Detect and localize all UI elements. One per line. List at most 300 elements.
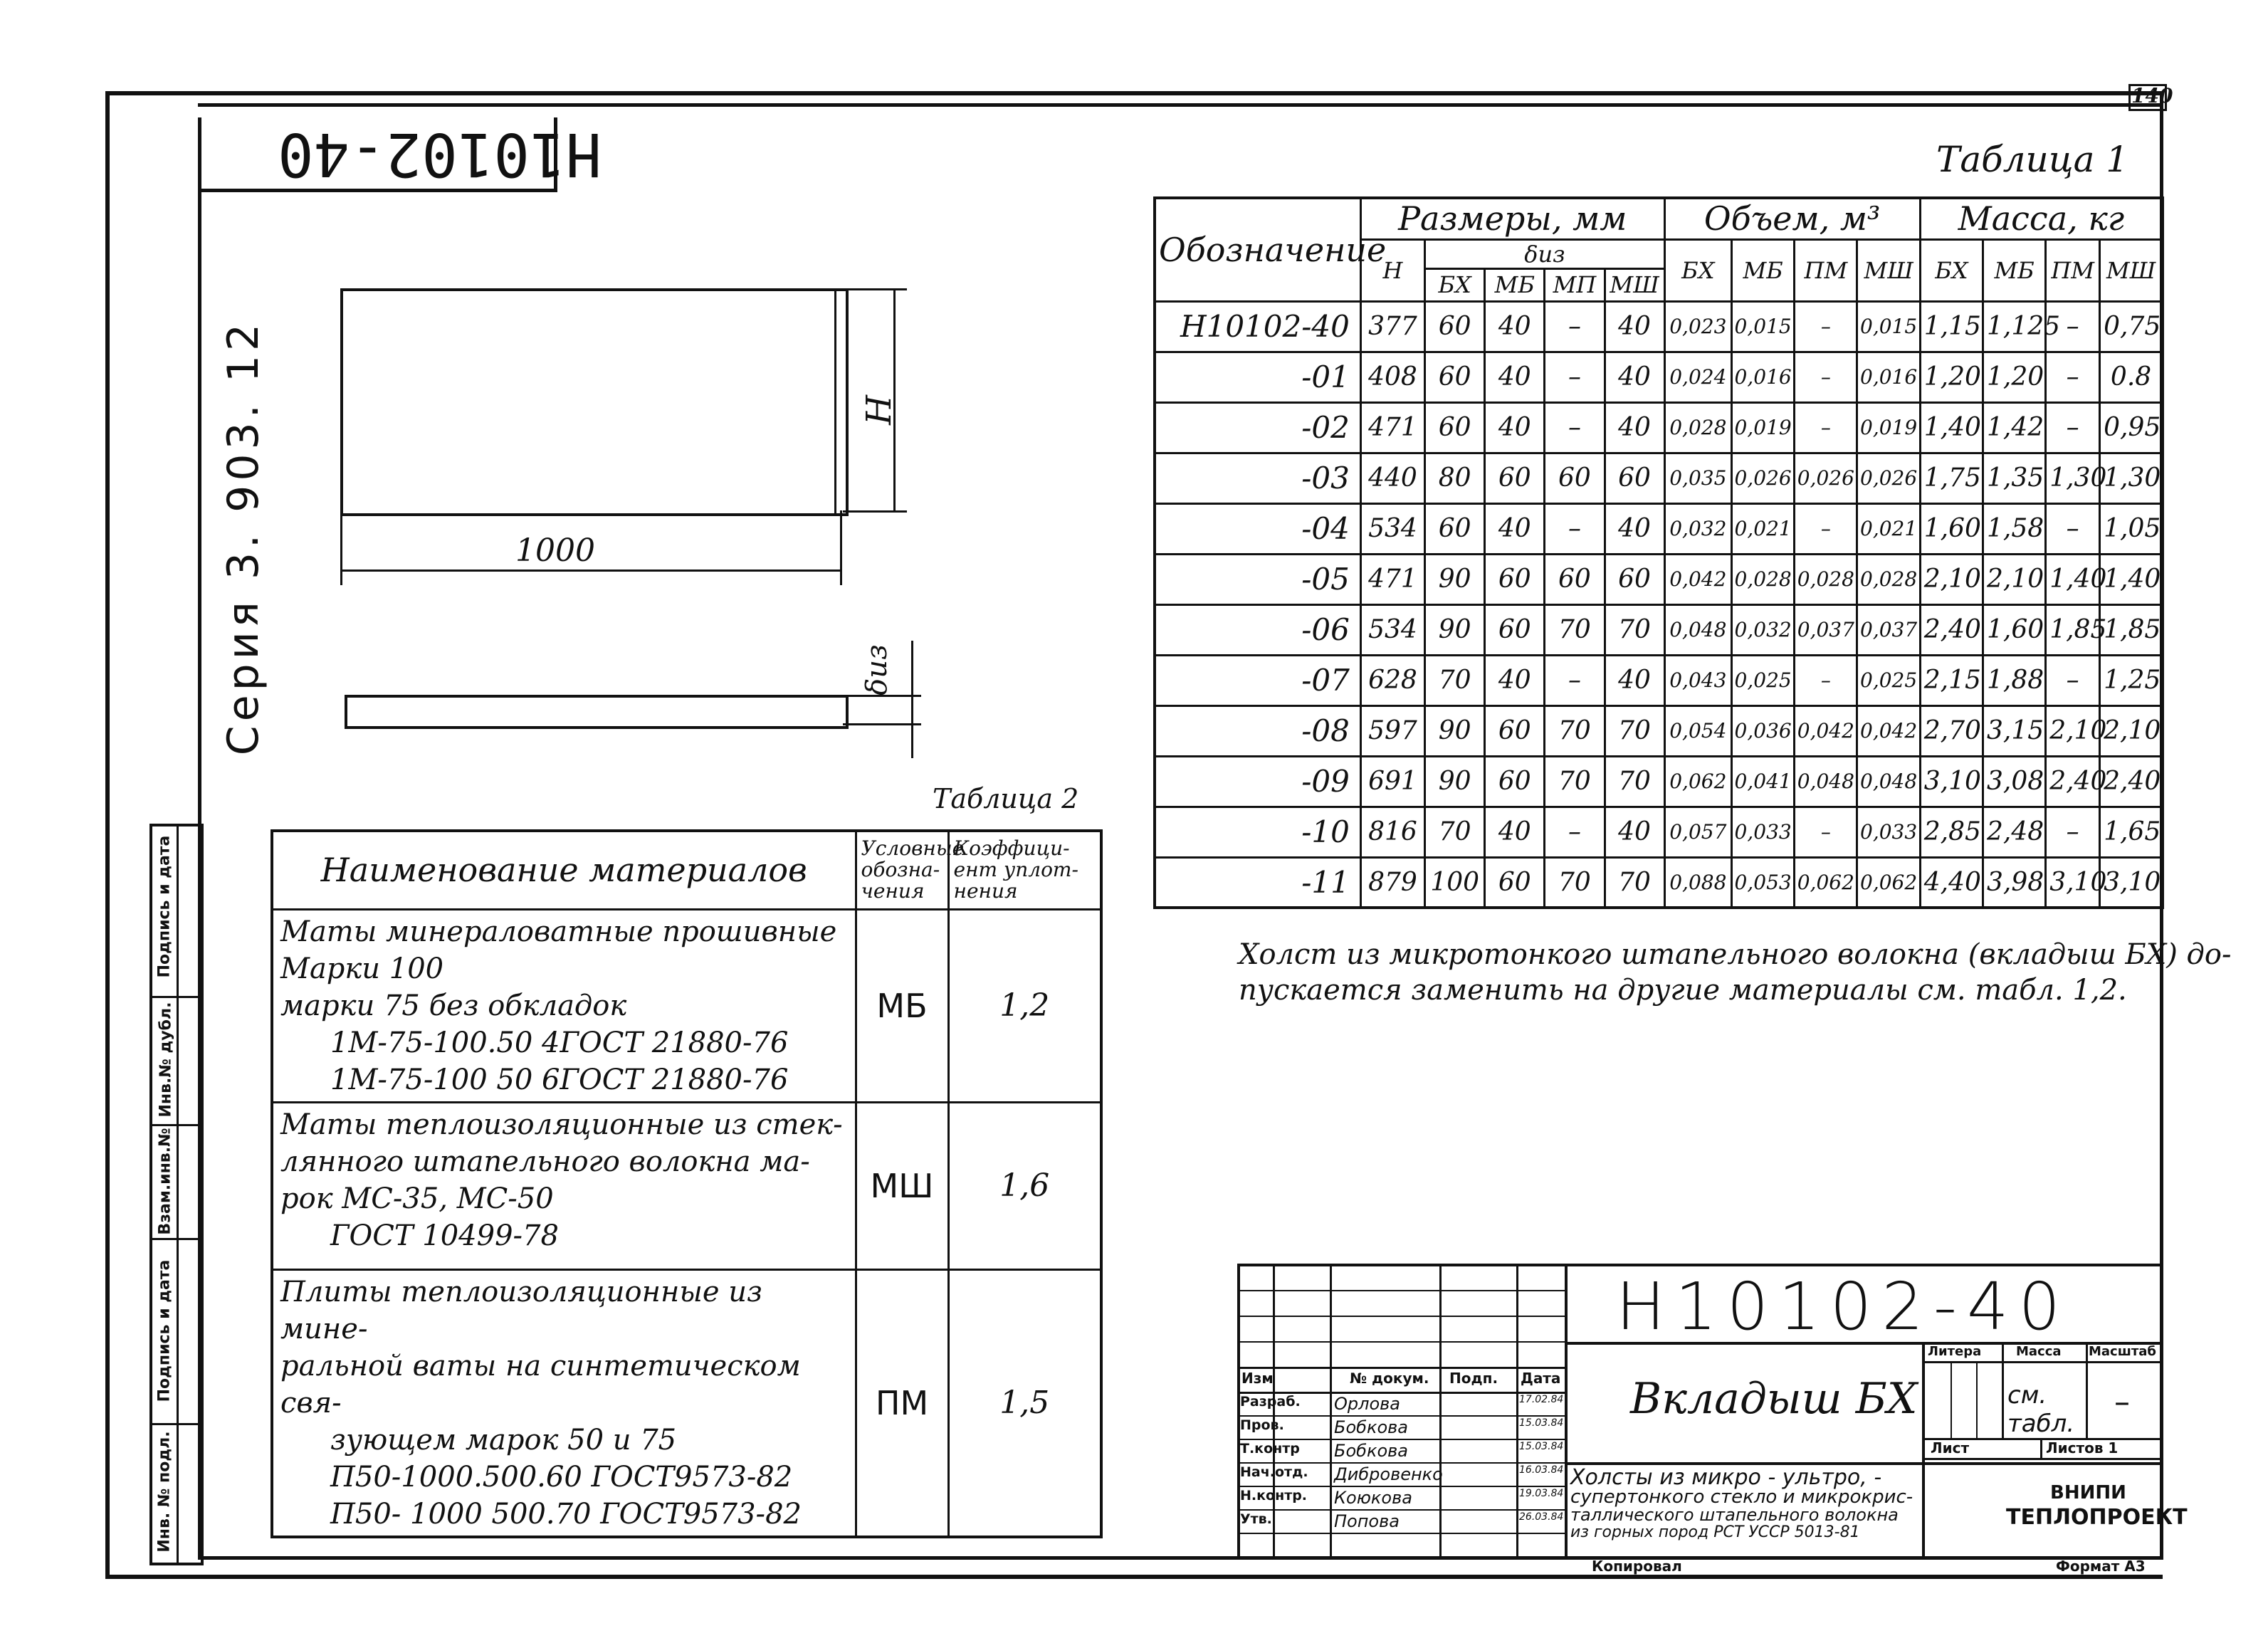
t1-cell: 70 — [1545, 857, 1605, 908]
tb-vline-lit-2 — [1976, 1361, 1978, 1438]
t2-material-line: Маты теплоизоляционные из стек- — [280, 1108, 843, 1141]
t1-cell: 691 — [1360, 756, 1424, 807]
tb-hline-list2 — [1925, 1458, 2160, 1460]
tb-role-role: Пров. — [1240, 1417, 1284, 1433]
t2-material-line: рок МС-35, МС-50 — [280, 1182, 554, 1215]
tb-doc-name: Вкладыш БХ — [1630, 1374, 1918, 1424]
t1-vol-msh: МШ — [1857, 239, 1920, 301]
t1-cell: 1,65 — [2100, 807, 2163, 857]
t1-cell: – — [1545, 503, 1605, 554]
t1-cell: 2,10 — [1920, 554, 1983, 604]
t2-material-name — [272, 1269, 856, 1537]
t1-row — [1155, 453, 2163, 503]
t1-cell: 471 — [1360, 554, 1424, 604]
t1-cell-designation: -09 — [1155, 756, 1360, 807]
dim-l-ext-right — [840, 510, 842, 585]
t1-cell: – — [2046, 402, 2100, 453]
dim-height-label: Н — [859, 395, 899, 425]
tb-vline-2 — [1330, 1264, 1332, 1556]
t1-cell: 1,58 — [1983, 503, 2045, 554]
t2-coef: 1,6 — [948, 1102, 1101, 1269]
t1-cell: 0,015 — [1857, 301, 1920, 352]
tb-role-date: 16.03.84 — [1519, 1464, 1564, 1476]
t1-cell: 1,30 — [2046, 453, 2100, 503]
t1-cell: 0,062 — [1664, 756, 1731, 807]
tb-massa: Масса — [2016, 1344, 2062, 1359]
t1-cell: 2,15 — [1920, 655, 1983, 705]
tb-role-date: 26.03.84 — [1519, 1511, 1564, 1523]
t1-cell: 2,40 — [2100, 756, 2163, 807]
t1-mass-pm: ПМ — [2046, 239, 2100, 301]
tb-role-date: 19.03.84 — [1519, 1488, 1564, 1499]
t1-cell: – — [1795, 301, 1857, 352]
t1-cell: – — [2046, 503, 2100, 554]
t2-code: МШ — [856, 1102, 948, 1269]
t1-cell: 1,75 — [1920, 453, 1983, 503]
t2-material-line: П50-1000.500.60 ГОСТ9573-82 — [330, 1460, 793, 1494]
t2-material-line: П50- 1000 500.70 ГОСТ9573-82 — [330, 1497, 802, 1531]
page-number: 140 — [2131, 84, 2173, 107]
tb-role-role: Нач.отд. — [1240, 1464, 1308, 1480]
t1-cell: 0,088 — [1664, 857, 1731, 908]
t1-cell: 3,10 — [2100, 857, 2163, 908]
t1-cell: 80 — [1425, 453, 1485, 503]
t1-cell: 816 — [1360, 807, 1424, 857]
t1-cell: 60 — [1425, 402, 1485, 453]
tb-role-name: Орлова — [1334, 1394, 1400, 1414]
t1-cell-designation: -07 — [1155, 655, 1360, 705]
note-line-2: пускается заменить на другие материалы см. табл. 1,2. — [1239, 974, 2127, 1007]
tb-role-role: Разраб. — [1240, 1394, 1301, 1410]
t1-cell: 60 — [1485, 604, 1545, 655]
t1-cell: 440 — [1360, 453, 1424, 503]
t1-cell: 0,048 — [1664, 604, 1731, 655]
t1-cell: 60 — [1425, 301, 1485, 352]
t2-material-line: лянного штапельного волокна ма- — [280, 1145, 810, 1178]
t1-cell: 2,10 — [1983, 554, 2045, 604]
t1-cell-designation: -05 — [1155, 554, 1360, 604]
t1-cell: 70 — [1605, 705, 1664, 756]
t1-cell: – — [1795, 655, 1857, 705]
tb-masshtab: Масштаб — [2089, 1344, 2156, 1359]
t1-cell: 40 — [1605, 807, 1664, 857]
t1-cell: 90 — [1425, 554, 1485, 604]
t1-cell: 0,028 — [1795, 554, 1857, 604]
t1-vol-bx: БХ — [1664, 239, 1731, 301]
t1-diz-mb: МБ — [1485, 268, 1545, 301]
t1-cell: 3,10 — [1920, 756, 1983, 807]
t1-cell-designation: -01 — [1155, 352, 1360, 402]
tb-list: Лист — [1931, 1439, 1970, 1457]
t1-cell: – — [2046, 807, 2100, 857]
t1-cell: 1,85 — [2100, 604, 2163, 655]
t1-cell: 1,20 — [1920, 352, 1983, 402]
plan-inner-edge — [834, 288, 836, 513]
tb-hline-g — [1237, 1439, 1565, 1440]
tb-hline-h — [1237, 1462, 1565, 1464]
t1-row — [1155, 554, 2163, 604]
tb-format: Формат А3 — [2056, 1558, 2146, 1575]
t1-cell: 0,028 — [1732, 554, 1795, 604]
t1-cell: 1,40 — [2100, 554, 2163, 604]
strip-label-5: Подпись и дата — [155, 835, 174, 978]
t1-row — [1155, 604, 2163, 655]
tb-hline-f — [1237, 1415, 1565, 1417]
t1-header-diz: δиз — [1425, 239, 1665, 268]
t1-cell: 0,019 — [1857, 402, 1920, 453]
t1-cell: 0,028 — [1857, 554, 1920, 604]
t1-cell-designation: -06 — [1155, 604, 1360, 655]
tb-role-date: 17.02.84 — [1519, 1394, 1564, 1405]
tb-hline-b — [1237, 1316, 1565, 1317]
t1-header-h: Н — [1360, 239, 1424, 301]
tb-role-name: Бобкова — [1334, 1441, 1408, 1461]
tb-col-docnum: № докум. — [1350, 1370, 1429, 1387]
t1-cell: 0,026 — [1732, 453, 1795, 503]
tb-material-4: из горных пород РСТ УССР 5013-81 — [1570, 1523, 1860, 1541]
t1-cell: 40 — [1485, 807, 1545, 857]
dim-l-ext-left — [340, 510, 342, 585]
dim-t-line — [911, 641, 913, 758]
t1-cell: 3,15 — [1983, 705, 2045, 756]
doc-code-stamp: Н10102-40 — [278, 120, 602, 189]
t2-row — [272, 1269, 1101, 1537]
t1-cell-designation: Н10102-40 — [1155, 301, 1360, 352]
t1-header-designation: Обозначение — [1155, 198, 1360, 301]
outer-frame-bottom — [105, 1575, 2163, 1579]
t2-material-line: зующем марок 50 и 75 — [330, 1423, 677, 1457]
t1-row — [1155, 857, 2163, 908]
tb-vline-right — [1922, 1342, 1925, 1556]
t1-cell: 70 — [1545, 756, 1605, 807]
t1-cell: 1,30 — [2100, 453, 2163, 503]
tb-role-role: Н.контр. — [1240, 1488, 1308, 1503]
t1-diz-mp: МП — [1545, 268, 1605, 301]
t1-cell: 408 — [1360, 352, 1424, 402]
insert-side-view — [345, 695, 849, 729]
t1-cell: 60 — [1485, 705, 1545, 756]
tb-vline-massa — [2002, 1342, 2004, 1438]
t1-cell: 1,35 — [1983, 453, 2045, 503]
t2-code: ПМ — [856, 1269, 948, 1537]
t2-material-name — [272, 909, 856, 1102]
t1-cell: 0,75 — [2100, 301, 2163, 352]
t1-cell: 60 — [1485, 857, 1545, 908]
t1-cell: 60 — [1545, 453, 1605, 503]
t1-vol-mb: МБ — [1732, 239, 1795, 301]
strip-label-1: Инв. № подл. — [155, 1431, 174, 1553]
table2 — [271, 829, 1103, 1538]
tb-litera: Литера — [1928, 1344, 1982, 1359]
t1-cell: 90 — [1425, 756, 1485, 807]
t1-cell: 90 — [1425, 604, 1485, 655]
t1-cell: 879 — [1360, 857, 1424, 908]
t1-row — [1155, 503, 2163, 554]
t1-cell: 1,15 — [1920, 301, 1983, 352]
t1-cell-designation: -03 — [1155, 453, 1360, 503]
t1-cell: 1,20 — [1983, 352, 2045, 402]
t1-cell: 534 — [1360, 604, 1424, 655]
tb-col-izm: Изм — [1241, 1370, 1274, 1387]
t1-cell: 0,024 — [1664, 352, 1731, 402]
t1-cell: 3,98 — [1983, 857, 2045, 908]
t1-cell: 70 — [1605, 604, 1664, 655]
tb-doc-number: Н10102-40 — [1616, 1269, 2071, 1345]
t2-material-line: марки 75 без обкладок — [280, 989, 627, 1022]
t1-cell: 70 — [1545, 604, 1605, 655]
tb-material-1: Холсты из микро - ультро, - — [1570, 1465, 1882, 1490]
t1-cell: 100 — [1425, 857, 1485, 908]
t1-cell: – — [1795, 402, 1857, 453]
t1-cell: 60 — [1485, 756, 1545, 807]
tb-hline-c — [1237, 1341, 1565, 1343]
t2-material-line: 1М-75-100 50 6ГОСТ 21880-76 — [330, 1063, 789, 1096]
t1-row — [1155, 807, 2163, 857]
t1-cell: 2,10 — [2046, 705, 2100, 756]
t1-cell: 1,60 — [1920, 503, 1983, 554]
t1-row — [1155, 402, 2163, 453]
t1-cell: 2,48 — [1983, 807, 2045, 857]
t1-cell: 0,019 — [1732, 402, 1795, 453]
dim-thickness-label: δиз — [860, 644, 893, 696]
t1-cell: 0,016 — [1857, 352, 1920, 402]
t1-cell: 90 — [1425, 705, 1485, 756]
t1-cell: 0,023 — [1664, 301, 1731, 352]
t1-cell: 60 — [1425, 352, 1485, 402]
outer-frame-left — [105, 91, 110, 1579]
t2-material-line: Плиты теплоизоляционные из мине- — [280, 1275, 762, 1345]
tb-role-role: Т.контр — [1240, 1441, 1300, 1457]
t1-cell: – — [1795, 807, 1857, 857]
t2-header-name: Наименование материалов — [272, 831, 856, 909]
t1-cell: 0,021 — [1732, 503, 1795, 554]
tb-hline-a — [1237, 1290, 1565, 1291]
t2-header-code: Условные обозна-чения — [856, 831, 948, 909]
t1-cell: 3,10 — [2046, 857, 2100, 908]
tb-mass-value: см. табл. — [2007, 1381, 2075, 1438]
t1-cell: 0.8 — [2100, 352, 2163, 402]
t1-cell: 0,053 — [1732, 857, 1795, 908]
tb-hline-k — [1237, 1533, 1565, 1534]
t1-cell: 70 — [1545, 705, 1605, 756]
tb-org-2: ТЕПЛОПРОЕКТ — [2006, 1505, 2188, 1530]
tb-material-3: таллического штапельного волокна — [1570, 1505, 1899, 1525]
t1-cell: 40 — [1485, 301, 1545, 352]
t1-cell: 40 — [1605, 503, 1664, 554]
table1-caption: Таблица 1 — [1936, 139, 2129, 180]
dim-h-ext-top — [843, 288, 907, 290]
t1-cell: 70 — [1605, 857, 1664, 908]
t1-vol-pm: ПМ — [1795, 239, 1857, 301]
t1-cell: – — [2046, 301, 2100, 352]
tb-vline-1 — [1273, 1264, 1275, 1556]
t1-cell: 0,041 — [1732, 756, 1795, 807]
t1-cell: 0,042 — [1664, 554, 1731, 604]
t1-cell: 534 — [1360, 503, 1424, 554]
t1-row — [1155, 756, 2163, 807]
strip-label-4: Инв.№ дубл. — [157, 1002, 175, 1118]
t1-cell: 70 — [1605, 756, 1664, 807]
t1-cell: 0,016 — [1732, 352, 1795, 402]
t1-header-sizes: Размеры, мм — [1360, 198, 1664, 239]
t1-cell: 0,054 — [1664, 705, 1731, 756]
t1-cell: 40 — [1605, 655, 1664, 705]
t1-cell: 0,042 — [1857, 705, 1920, 756]
t1-row — [1155, 655, 2163, 705]
tb-hline-j — [1237, 1509, 1565, 1511]
left-strip — [149, 824, 204, 1565]
tb-vline-lit-1 — [1951, 1361, 1952, 1438]
t2-material-name — [272, 1102, 856, 1269]
tb-copied: Копировал — [1592, 1558, 1682, 1575]
t1-cell: 0,032 — [1732, 604, 1795, 655]
t1-cell: – — [1795, 503, 1857, 554]
tb-role-name: Дибровенко — [1334, 1464, 1443, 1484]
t1-cell: 0,043 — [1664, 655, 1731, 705]
t1-cell: 1,85 — [2046, 604, 2100, 655]
t1-cell: 1,88 — [1983, 655, 2045, 705]
insert-plan-view — [340, 288, 849, 516]
t1-row — [1155, 352, 2163, 402]
t1-cell: 0,021 — [1857, 503, 1920, 554]
tb-role-name: Попова — [1334, 1511, 1400, 1531]
t1-cell: 1,125 — [1983, 301, 2045, 352]
outer-frame-top — [105, 91, 2163, 95]
t1-cell: 40 — [1485, 402, 1545, 453]
t1-header-mass: Масса, кг — [1920, 198, 2163, 239]
t2-code: МБ — [856, 909, 948, 1102]
tb-vline-listov — [2040, 1438, 2042, 1459]
t1-cell: 1,40 — [1920, 402, 1983, 453]
t1-cell: 0,033 — [1732, 807, 1795, 857]
tb-role-role: Утв. — [1240, 1511, 1272, 1527]
t1-cell: 0,057 — [1664, 807, 1731, 857]
t1-cell: 1,42 — [1983, 402, 2045, 453]
t1-cell: 0,015 — [1732, 301, 1795, 352]
t1-cell: 40 — [1605, 352, 1664, 402]
t1-cell: 0,026 — [1795, 453, 1857, 503]
t1-row — [1155, 705, 2163, 756]
dim-l-line — [340, 570, 842, 572]
t1-cell: 0,062 — [1857, 857, 1920, 908]
t1-cell: – — [1545, 655, 1605, 705]
t1-row — [1155, 301, 2163, 352]
t1-cell: 70 — [1425, 655, 1485, 705]
t1-cell: 597 — [1360, 705, 1424, 756]
t1-cell: 70 — [1425, 807, 1485, 857]
t1-cell: 60 — [1485, 453, 1545, 503]
t1-cell: 0,025 — [1857, 655, 1920, 705]
t2-material-line: 1М-75-100.50 4ГОСТ 21880-76 — [330, 1026, 789, 1059]
tb-role-name: Коюкова — [1334, 1488, 1412, 1508]
dim-h-ext-bottom — [843, 510, 907, 513]
t1-cell: 1,60 — [1983, 604, 2045, 655]
tb-listov: Листов 1 — [2046, 1439, 2119, 1457]
tb-vline-4 — [1516, 1264, 1518, 1556]
t1-mass-mb: МБ — [1983, 239, 2045, 301]
t1-cell: – — [2046, 352, 2100, 402]
t2-material-line: ральной ваты на синтетическом свя- — [280, 1349, 801, 1419]
tb-scale-value: – — [2114, 1384, 2130, 1420]
t1-cell: 0,042 — [1795, 705, 1857, 756]
t1-cell: 0,033 — [1857, 807, 1920, 857]
t1-cell: 60 — [1605, 554, 1664, 604]
t1-cell: 0,037 — [1857, 604, 1920, 655]
t1-cell: 60 — [1545, 554, 1605, 604]
t1-cell-designation: -08 — [1155, 705, 1360, 756]
t1-cell: 377 — [1360, 301, 1424, 352]
t1-cell: 0,048 — [1857, 756, 1920, 807]
t1-cell: 0,036 — [1732, 705, 1795, 756]
t1-cell: – — [2046, 655, 2100, 705]
dim-t-ext-bottom — [843, 723, 921, 725]
t2-coef: 1,2 — [948, 909, 1101, 1102]
tb-hline-d — [1237, 1367, 1565, 1369]
tb-col-podp: Подп. — [1449, 1370, 1498, 1387]
t1-cell: 2,70 — [1920, 705, 1983, 756]
tb-col-date: Дата — [1521, 1370, 1561, 1387]
t1-cell: 628 — [1360, 655, 1424, 705]
t1-cell: 0,035 — [1664, 453, 1731, 503]
t1-diz-msh: МШ — [1605, 268, 1664, 301]
t1-header-volume: Объем, м³ — [1664, 198, 1920, 239]
t1-cell: 40 — [1605, 301, 1664, 352]
t1-mass-bx: БХ — [1920, 239, 1983, 301]
t1-cell: 0,032 — [1664, 503, 1731, 554]
tb-org-1: ВНИПИ — [2050, 1482, 2126, 1503]
tb-vline-scale — [2086, 1342, 2088, 1438]
t2-material-line: Маты минераловатные прошивные Марки 100 — [280, 915, 837, 985]
t1-cell: 2,40 — [1920, 604, 1983, 655]
t1-cell: 40 — [1605, 402, 1664, 453]
t1-diz-bx: БХ — [1425, 268, 1485, 301]
t1-cell: 3,08 — [1983, 756, 2045, 807]
t1-cell: – — [1545, 352, 1605, 402]
t1-cell: 2,85 — [1920, 807, 1983, 857]
t1-cell: – — [1545, 402, 1605, 453]
t1-cell: 471 — [1360, 402, 1424, 453]
note-line-1: Холст из микротонкого штапельного волокна (вкладыш БХ) до- — [1239, 938, 2232, 971]
tb-material-2: супертонкого стекло и микрокрис- — [1570, 1486, 1913, 1508]
t1-cell-designation: -10 — [1155, 807, 1360, 857]
t1-cell: 4,40 — [1920, 857, 1983, 908]
tb-role-name: Бобкова — [1334, 1417, 1408, 1437]
t1-cell: 60 — [1485, 554, 1545, 604]
t1-cell: 0,95 — [2100, 402, 2163, 453]
t1-cell: 0,062 — [1795, 857, 1857, 908]
t2-header-coef: Коэффици-ент уплот-нения — [948, 831, 1101, 909]
tb-hline-litera — [1925, 1361, 2160, 1363]
t1-cell: 2,40 — [2046, 756, 2100, 807]
t1-cell: 60 — [1605, 453, 1664, 503]
tb-hline-i — [1237, 1486, 1565, 1487]
tb-role-date: 15.03.84 — [1519, 1441, 1564, 1452]
inner-frame-top — [198, 103, 2163, 107]
t2-row — [272, 1102, 1101, 1269]
strip-label-3: Взам.инв.№ — [156, 1128, 174, 1235]
tb-role-date: 15.03.84 — [1519, 1417, 1564, 1429]
t1-cell: 40 — [1485, 352, 1545, 402]
t1-cell: 40 — [1485, 655, 1545, 705]
t2-coef: 1,5 — [948, 1269, 1101, 1537]
t1-cell: 1,40 — [2046, 554, 2100, 604]
t1-cell-designation: -04 — [1155, 503, 1360, 554]
t2-row — [272, 909, 1101, 1102]
dim-length-label: 1000 — [515, 532, 595, 569]
t1-cell: – — [1795, 352, 1857, 402]
t1-cell: 40 — [1485, 503, 1545, 554]
t1-cell: 0,028 — [1664, 402, 1731, 453]
